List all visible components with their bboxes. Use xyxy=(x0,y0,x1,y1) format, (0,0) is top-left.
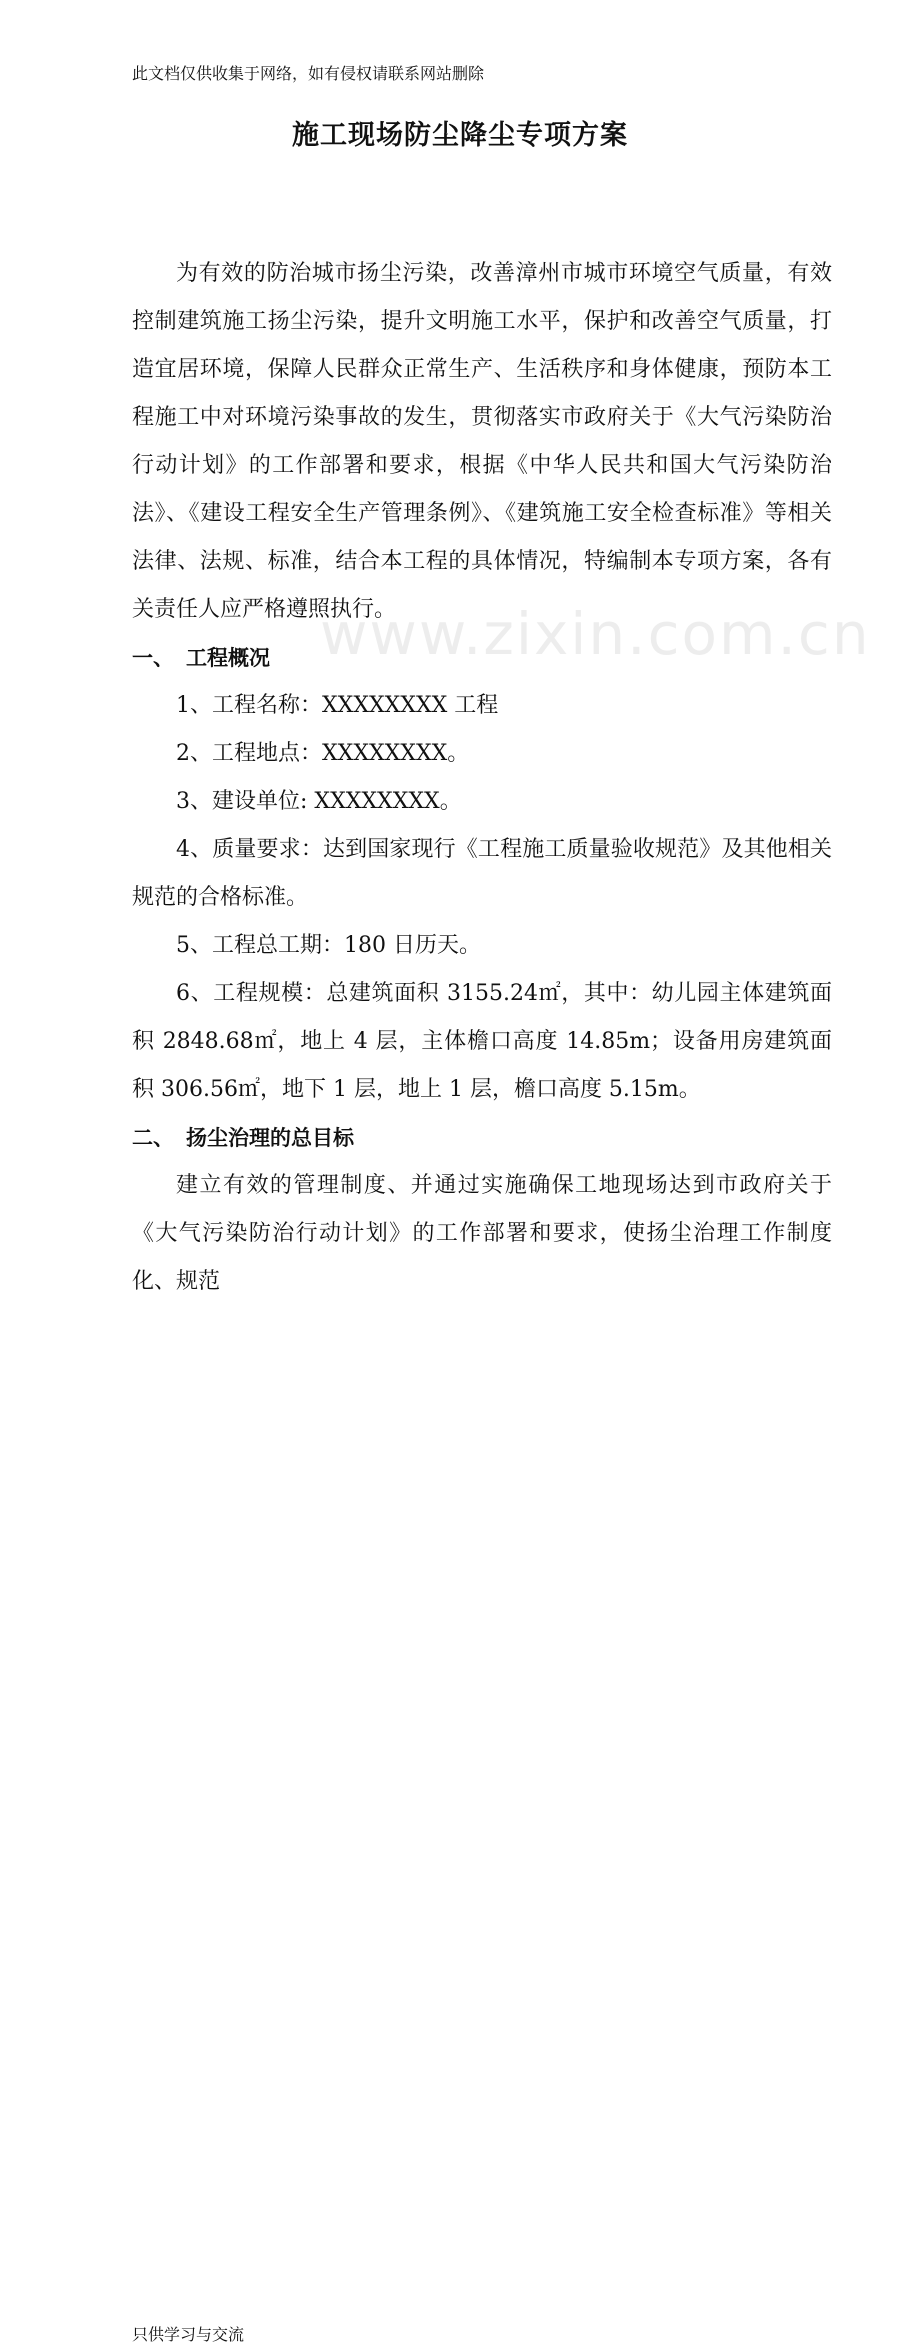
document-body xyxy=(132,250,832,1306)
intro-paragraph: 为有效的防治城市扬尘污染，改善漳州市城市环境空气质量，有效控制建筑施工扬尘污染，提升文明施工水平，保护和改善空气质量，打造宜居环境，保障人民群众正常生产、生活秩序和身体健康，预防本工程施工中对环境污染事故的发生，贯彻落实市政府关于《大气污染防治行动计划》的工作部署和要求，根据《中华人民共和国大气污染防治法》、《建设工程安全生产管理条例》、《建筑施工安全检查标准》等相关法律、法规、标准，结合本工程的具体情况，特编制本专项方案，各有关责任人应严格遵照执行。 xyxy=(132,261,832,622)
header-note: 此文档仅供收集于网络，如有侵权请联系网站删除 xyxy=(132,64,485,83)
overview-item: 2、工程地点：XXXXXXXX。 xyxy=(176,741,470,766)
section-number-1: 一、 xyxy=(132,646,174,670)
section-number-2: 二、 xyxy=(132,1126,174,1150)
overview-item: 4、质量要求：达到国家现行《工程施工质量验收规范》及其他相关规范的合格标准。 xyxy=(132,837,832,910)
overview-item: 5、工程总工期：180 日历天。 xyxy=(176,933,481,958)
section-title-2: 扬尘治理的总目标 xyxy=(186,1126,354,1150)
section-heading-2 xyxy=(132,1114,832,1162)
document-title: 施工现场防尘降尘专项方案 xyxy=(292,120,628,151)
overview-item: 3、建设单位: XXXXXXXX。 xyxy=(176,789,462,814)
footer-note: 只供学习与交流 xyxy=(132,2325,245,2344)
section-heading-1 xyxy=(132,634,832,682)
watermark: www.zixin.com.cn xyxy=(320,600,871,668)
section-title-1: 工程概况 xyxy=(186,646,270,670)
overview-item: 1、工程名称：XXXXXXXX 工程 xyxy=(176,693,499,718)
goal-paragraph: 建立有效的管理制度、并通过实施确保工地现场达到市政府关于《大气污染防治行动计划》的工作部署和要求，使扬尘治理工作制度化、规范 xyxy=(132,1173,832,1294)
overview-item: 6、工程规模：总建筑面积 3155.24㎡，其中：幼儿园主体建筑面积 2848.68㎡，地上 4 层，主体檐口高度 14.85m；设备用房建筑面积 306.56㎡，地下 1 层，地上 1 层，檐口高度 5.15m。 xyxy=(132,981,832,1102)
